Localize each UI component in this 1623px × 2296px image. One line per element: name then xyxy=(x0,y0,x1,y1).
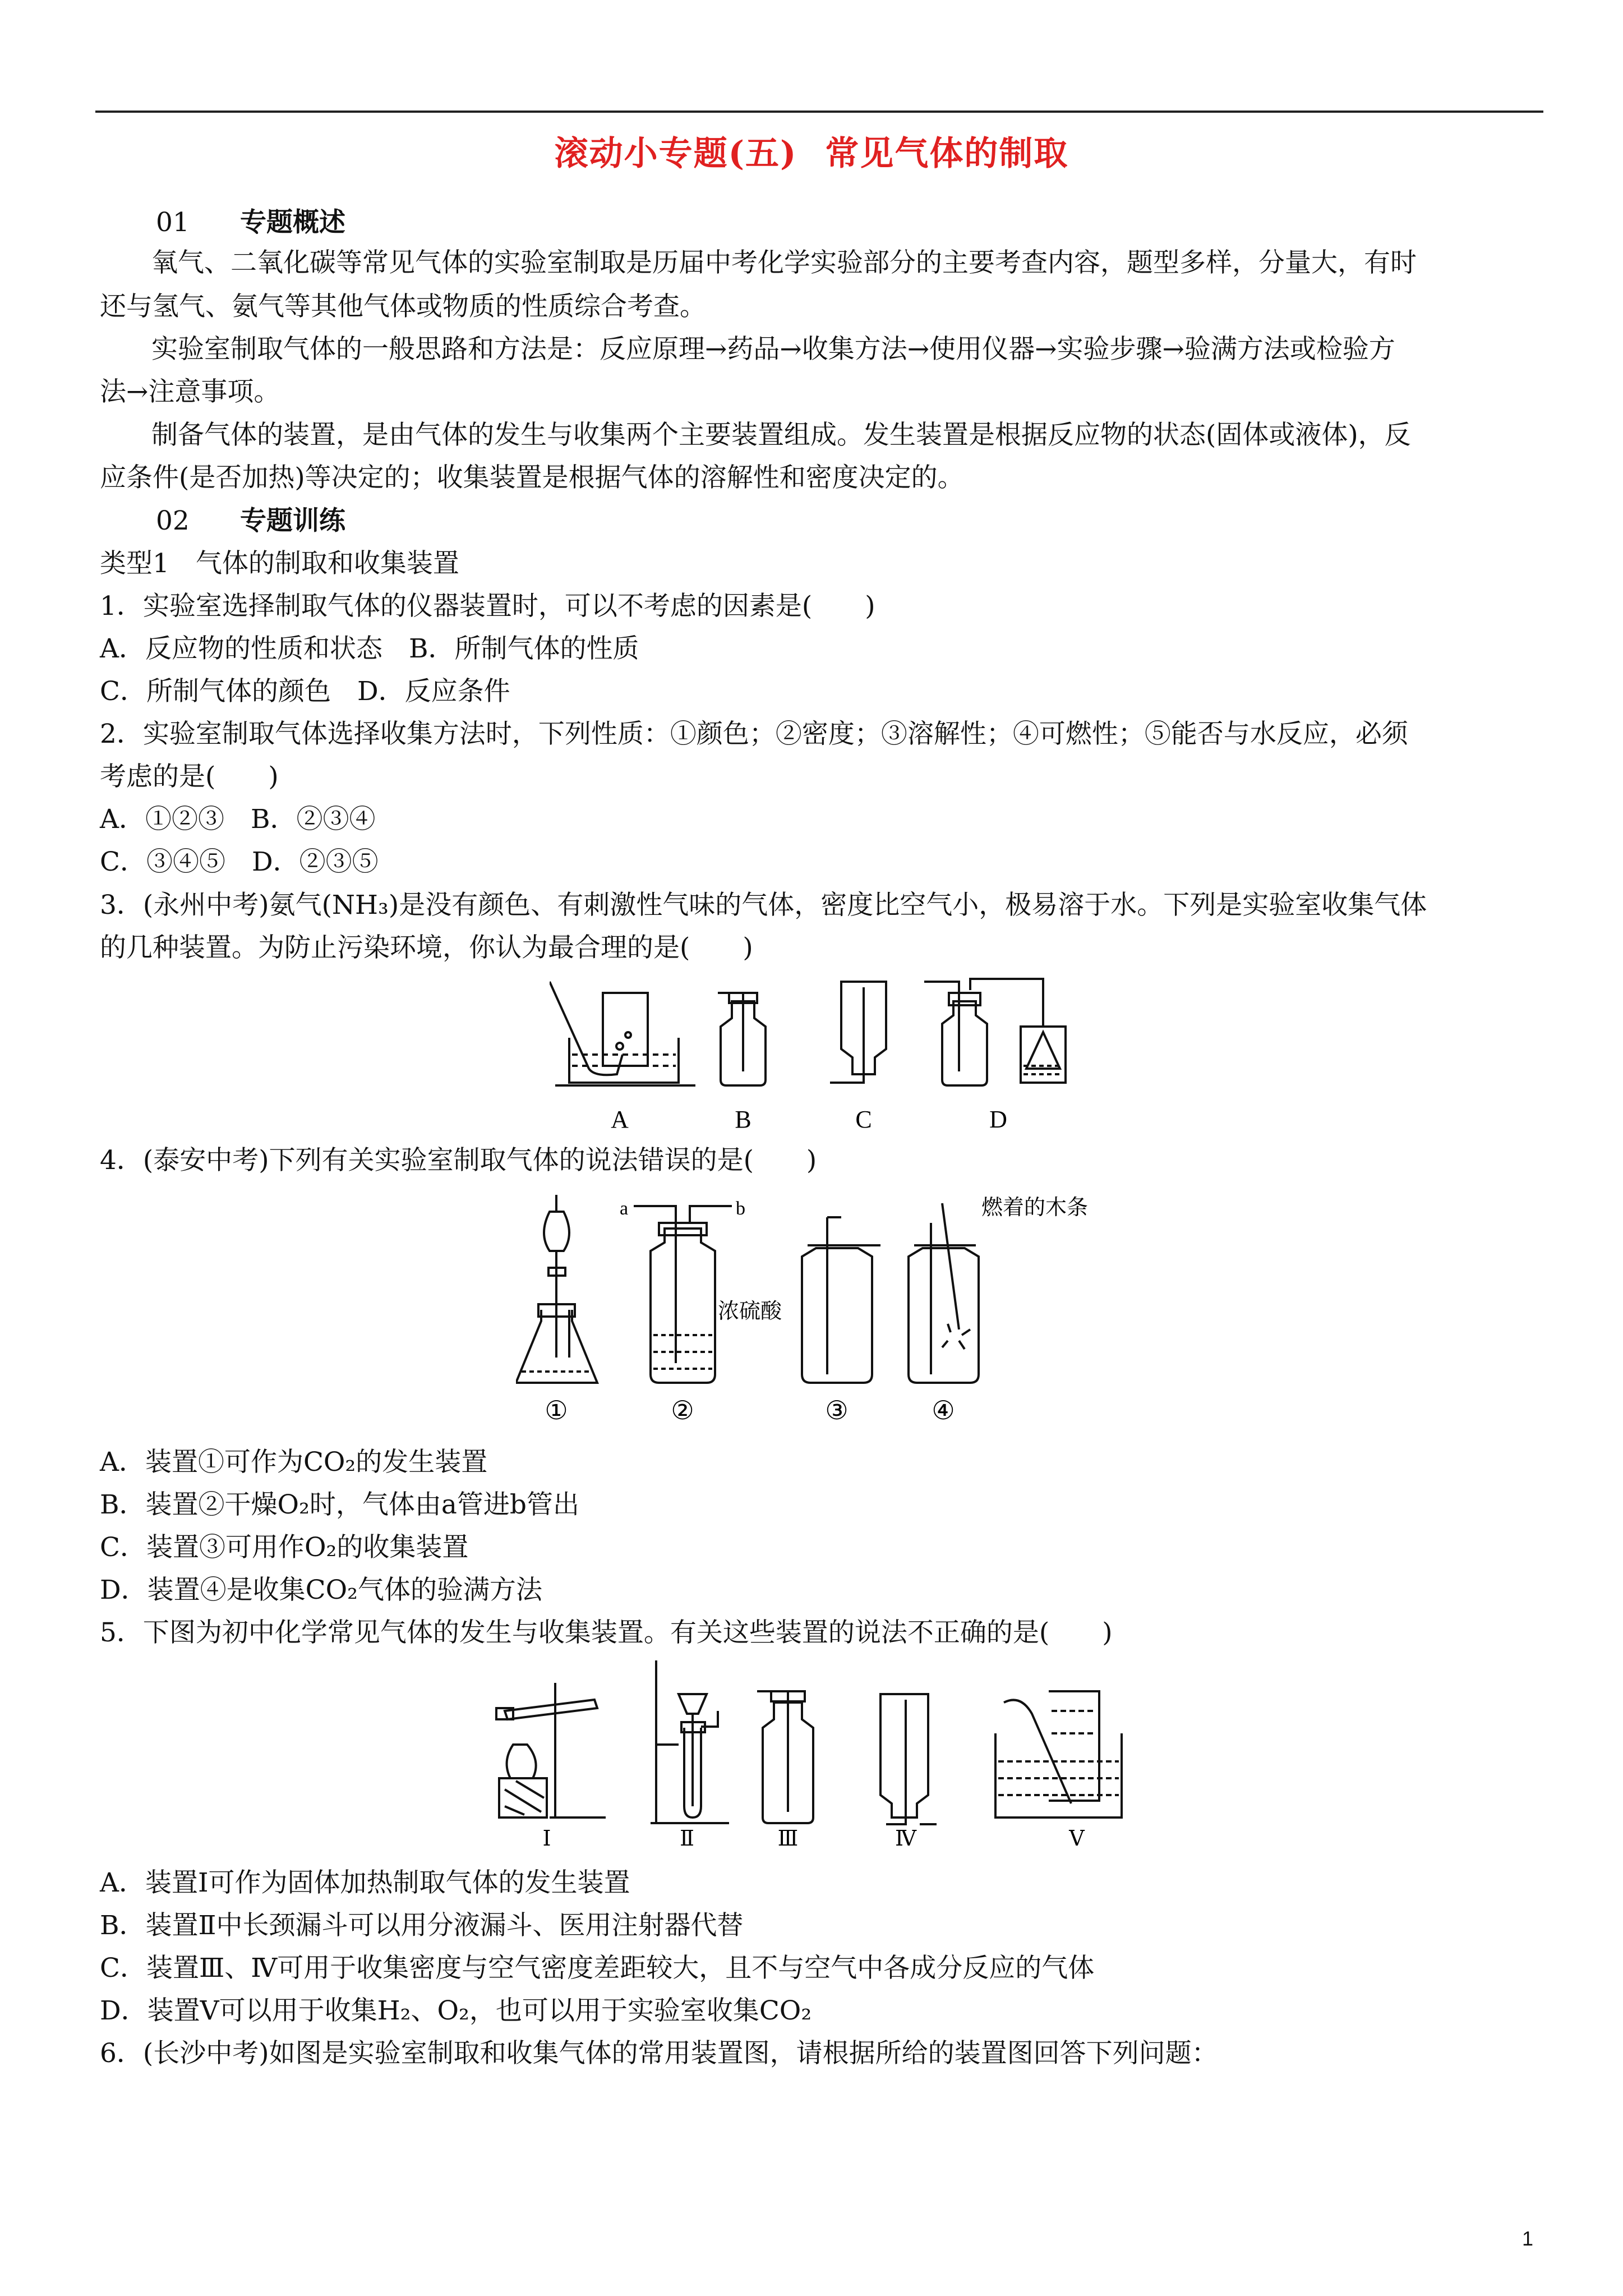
q4-stem: 4．(泰安中考)下列有关实验室制取气体的说法错误的是( ) xyxy=(100,1145,817,1176)
q5-apparatus-figure xyxy=(494,1660,1133,1851)
page-title xyxy=(0,127,1623,175)
q4-label-b: b xyxy=(736,1198,745,1219)
section-1-title: 专题概述 xyxy=(240,207,345,238)
q1-options-2: C．所制气体的颜色 D．反应条件 xyxy=(100,676,510,707)
intro-line-3: 实验室制取气体的一般思路和方法是：反应原理→药品→收集方法→使用仪器→实验步骤→验满方法或检验方 xyxy=(151,334,1395,365)
q3-apparatus-c xyxy=(830,982,886,1083)
q4-label-1: ① xyxy=(545,1396,568,1425)
q4-apparatus-1 xyxy=(516,1195,597,1383)
q5-label-1: Ⅰ xyxy=(542,1827,551,1851)
q3-stem-2: 的几种装置。为防止污染环境，你认为最合理的是( ) xyxy=(100,932,753,963)
q2-stem-1: 2．实验室制取气体选择收集方法时，下列性质：①颜色；②密度；③溶解性；④可燃性；⑤能否与水反应，必须 xyxy=(100,719,1408,749)
q2-options-1: A．①②③ B．②③④ xyxy=(100,804,376,835)
q5-option-a: A．装置Ⅰ可作为固体加热制取气体的发生装置 xyxy=(100,1867,630,1898)
q4-apparatus-2 xyxy=(634,1206,732,1383)
q3-stem-1: 3．(永州中考)氨气(NH₃)是没有颜色、有刺激性气味的气体，密度比空气小，极易溶于水。下列是实验室收集气体 xyxy=(100,890,1427,921)
q4-label-3: ③ xyxy=(825,1396,849,1425)
q5-apparatus-5 xyxy=(995,1691,1122,1818)
intro-line-4: 法→注意事项。 xyxy=(100,376,280,407)
q3-label-a: A xyxy=(611,1106,629,1133)
section-2-heading xyxy=(156,499,345,543)
intro-line-1: 氧气、二氧化碳等常见气体的实验室制取是历届中考化学实验部分的主要考查内容，题型多样，分量大，有时 xyxy=(151,247,1417,278)
q3-apparatus-a xyxy=(550,982,695,1085)
q4-option-c: C．装置③可用作O₂的收集装置 xyxy=(100,1532,469,1563)
section-2-number: 02 xyxy=(156,505,190,536)
q4-apparatus-figure xyxy=(516,1189,1110,1425)
q5-label-4: Ⅳ xyxy=(895,1827,916,1851)
q5-apparatus-2 xyxy=(651,1660,729,1823)
q5-option-c: C．装置Ⅲ、Ⅳ可用于收集密度与空气密度差距较大，且不与空气中各成分反应的气体 xyxy=(100,1953,1095,1984)
q2-options-2: C．③④⑤ D．②③⑤ xyxy=(100,846,379,877)
q4-label-2: ② xyxy=(671,1396,694,1425)
q1-stem: 1．实验室选择制取气体的仪器装置时，可以不考虑的因素是( ) xyxy=(100,591,875,622)
q4-stick-label: 燃着的木条 xyxy=(981,1196,1089,1220)
q6-stem: 6．(长沙中考)如图是实验室制取和收集气体的常用装置图，请根据所给的装置图回答下列问题： xyxy=(100,2038,1218,2069)
q4-option-d: D．装置④是收集CO₂气体的验满方法 xyxy=(100,1575,543,1605)
q2-stem-2: 考虑的是( ) xyxy=(100,761,279,792)
q5-option-b: B．装置Ⅱ中长颈漏斗可以用分液漏斗、医用注射器代替 xyxy=(100,1910,744,1941)
q5-apparatus-3 xyxy=(757,1691,813,1823)
q5-label-3: Ⅲ xyxy=(777,1827,799,1851)
title-part1: 滚动小专题(五) xyxy=(554,134,797,173)
q4-option-a: A．装置①可作为CO₂的发生装置 xyxy=(100,1447,488,1478)
q5-apparatus-1 xyxy=(496,1683,606,1818)
q3-apparatus-b xyxy=(718,993,766,1085)
q5-label-2: Ⅱ xyxy=(680,1827,694,1851)
q4-apparatus-3 xyxy=(802,1217,880,1383)
page-number: 1 xyxy=(1521,2227,1533,2250)
section-1-heading xyxy=(156,201,345,245)
q4-apparatus-4 xyxy=(909,1203,979,1383)
intro-line-5: 制备气体的装置，是由气体的发生与收集两个主要装置组成。发生装置是根据反应物的状态(固体或液体)，反 xyxy=(151,420,1411,450)
q3-label-c: C xyxy=(855,1106,872,1133)
top-rule xyxy=(95,111,1543,113)
q3-apparatus-d xyxy=(924,979,1066,1085)
q3-label-d: D xyxy=(989,1106,1007,1133)
q4-option-b: B．装置②干燥O₂时，气体由a管进b管出 xyxy=(100,1489,580,1520)
q1-options-1: A．反应物的性质和状态 B．所制气体的性质 xyxy=(100,633,639,664)
section-1-number: 01 xyxy=(156,207,190,238)
q3-label-b: B xyxy=(735,1106,751,1133)
title-part2: 常见气体的制取 xyxy=(825,134,1069,173)
q4-label-a: a xyxy=(620,1198,629,1219)
section-2-title: 专题训练 xyxy=(240,505,345,536)
q5-apparatus-4 xyxy=(880,1694,937,1824)
q4-acid-label: 浓硫酸 xyxy=(718,1300,782,1323)
type-1-heading: 类型1 气体的制取和收集装置 xyxy=(100,548,459,579)
q5-label-5: Ⅴ xyxy=(1069,1827,1085,1851)
intro-line-6: 应条件(是否加热)等决定的；收集装置是根据气体的溶解性和密度决定的。 xyxy=(100,462,964,493)
q3-apparatus-figure xyxy=(550,970,1077,1139)
q5-option-d: D．装置Ⅴ可以用于收集H₂、O₂，也可以用于实验室收集CO₂ xyxy=(100,1995,812,2026)
q4-label-4: ④ xyxy=(932,1396,955,1425)
q5-stem: 5．下图为初中化学常见气体的发生与收集装置。有关这些装置的说法不正确的是( ) xyxy=(100,1617,1113,1648)
intro-line-2: 还与氢气、氨气等其他气体或物质的性质综合考查。 xyxy=(100,291,706,322)
